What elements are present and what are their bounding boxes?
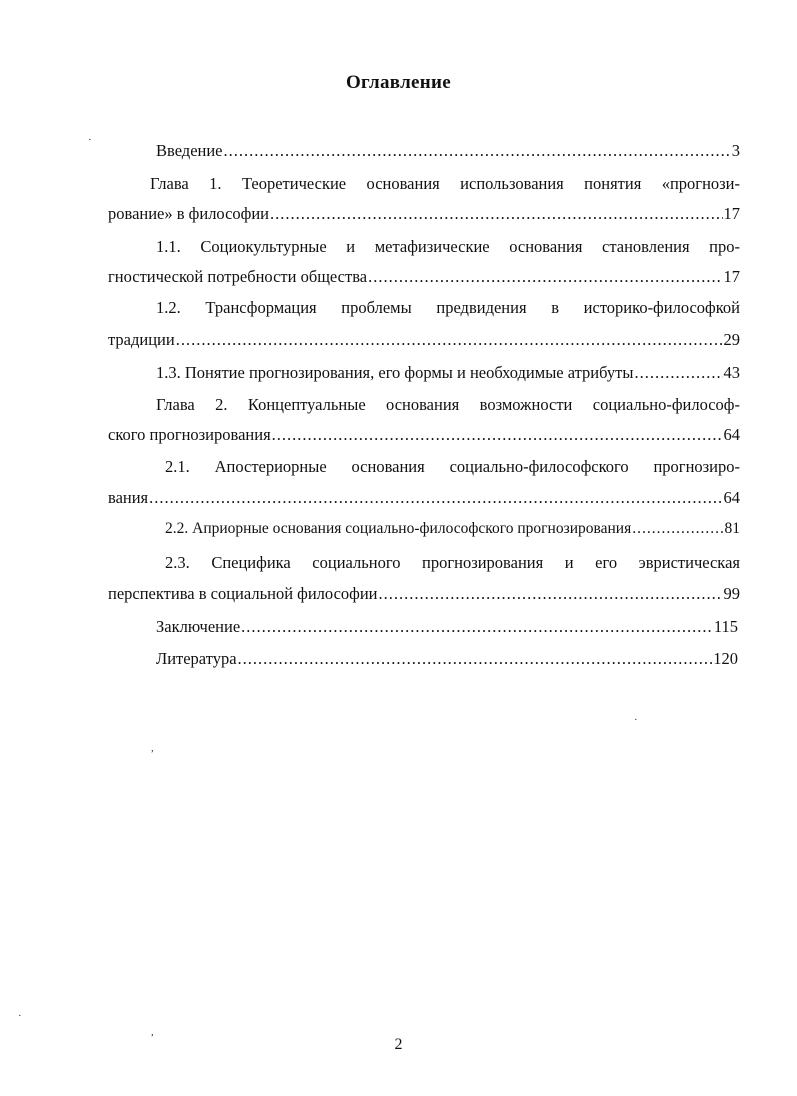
toc-leader-dots	[238, 649, 713, 669]
toc-page-number: 43	[723, 363, 740, 382]
toc-page-number: 99	[723, 584, 740, 603]
toc-entry-label: ского прогнозирования	[108, 425, 271, 444]
toc-entry-section-2-1-line1	[165, 457, 740, 477]
toc-entry-label: Литература	[156, 649, 237, 668]
scan-speck: ·	[88, 134, 92, 146]
toc-page-number: 17	[723, 267, 740, 286]
scan-speck: ,	[151, 1026, 154, 1038]
scan-speck: ·	[634, 714, 638, 726]
toc-entry-label: Введение	[156, 141, 223, 160]
toc-leader-dots	[241, 617, 713, 637]
toc-leader-dots	[149, 488, 722, 508]
toc-entry-section-1-3	[156, 363, 740, 383]
toc-entry-label: 2.2. Априорные основания социально-философского прогнозирования	[165, 520, 632, 537]
toc-entry-label: Заключение	[156, 617, 241, 636]
toc-page-number: 29	[723, 330, 740, 349]
toc-entry-section-2-3-line1	[165, 553, 740, 573]
page-title: Оглавление	[345, 72, 452, 93]
toc-entry-intro	[156, 141, 740, 161]
toc-entry-label: 2.3. Специфика социального прогнозирования и его эвристическая	[165, 553, 740, 572]
toc-page-number: 64	[723, 488, 740, 507]
toc-entry-section-2-1	[108, 488, 740, 508]
toc-entry-conclusion	[156, 617, 738, 637]
toc-leader-dots	[272, 425, 723, 445]
scan-speck: ·	[18, 1010, 22, 1022]
toc-leader-dots	[368, 267, 722, 287]
toc-page-number: 3	[731, 141, 740, 160]
toc-entry-chapter-2-line1	[156, 395, 740, 415]
toc-page-number: 64	[723, 425, 740, 444]
toc-entry-label: перспектива в социальной философии	[108, 584, 378, 603]
toc-entry-chapter-1-line1	[150, 174, 740, 194]
toc-entry-label: 1.1. Социокультурные и метафизические основания становления про-	[156, 237, 740, 256]
scan-speck: ,	[151, 742, 154, 754]
toc-entry-section-2-2	[165, 520, 740, 538]
toc-leader-dots	[379, 584, 723, 604]
toc-entry-section-1-1	[108, 267, 740, 287]
toc-entry-label: 2.1. Апостериорные основания социально-философского прогнозиро-	[165, 457, 740, 476]
toc-page-number: 115	[713, 617, 738, 636]
toc-leader-dots	[224, 141, 731, 161]
toc-page-number: 81	[724, 520, 740, 537]
toc-entry-label: вания	[108, 488, 149, 507]
toc-entry-literature	[156, 649, 738, 669]
toc-entry-chapter-1	[108, 204, 740, 224]
toc-entry-label: 1.3. Понятие прогнозирования, его формы и необходимые атрибуты	[156, 363, 634, 382]
toc-leader-dots	[632, 520, 723, 538]
toc-entry-label: Глава 2. Концептуальные основания возможности социально-философ-	[156, 395, 740, 414]
toc-entry-section-1-2-line1	[156, 298, 740, 318]
toc-entry-chapter-2	[108, 425, 740, 445]
toc-entry-section-2-3	[108, 584, 740, 604]
toc-entry-section-1-2	[108, 330, 740, 350]
toc-page-number: 17	[723, 204, 740, 223]
toc-entry-label: рование» в философии	[108, 204, 270, 223]
toc-leader-dots	[176, 330, 723, 350]
toc-entry-label: традиции	[108, 330, 175, 349]
toc-entry-label: гностической потребности общества	[108, 267, 368, 286]
page-number: 2	[394, 1036, 403, 1053]
toc-leader-dots	[634, 363, 722, 383]
toc-page-number: 120	[713, 649, 738, 668]
toc-entry-label: 1.2. Трансформация проблемы предвидения в историко-философкой	[156, 298, 740, 317]
toc-leader-dots	[270, 204, 722, 224]
toc-entry-section-1-1-line1	[156, 237, 740, 257]
toc-entry-label: Глава 1. Теоретические основания использования понятия «прогнози-	[150, 174, 740, 193]
